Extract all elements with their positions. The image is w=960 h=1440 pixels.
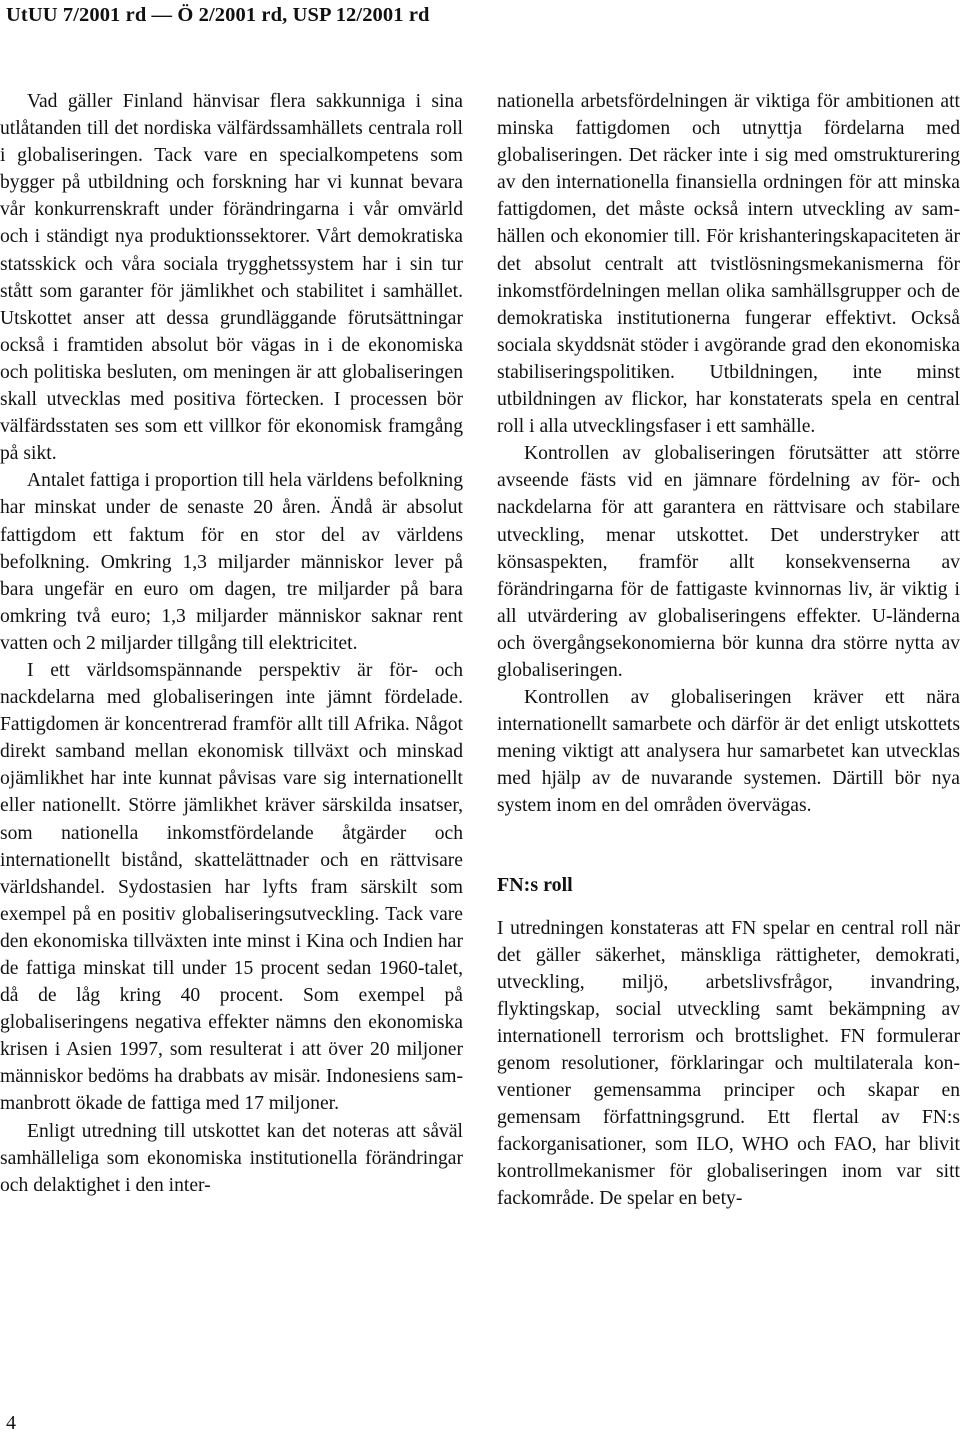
paragraph-international-cooperation: Kontrollen av globaliseringen kräver ett nära internationellt samarbete och därför är det enligt utskottets mening viktigt att analysera hur samarbetet kan utvecklas med hjälp av de nuvarande systemen. Därtill bör nya system inom en del områden övervägas. — [497, 687, 960, 817]
page-number: 4 — [6, 1412, 16, 1434]
right-column — [497, 88, 960, 1213]
left-column — [0, 88, 463, 1199]
running-header: UtUU 7/2001 rd — Ö 2/2001 rd, USP 12/2001 rd — [6, 4, 430, 26]
paragraph-poverty-statistics: Antalet fattiga i proportion till hela världens befolkning har minskat under de senaste 20 åren. Ändå är absolut fattigdom ett faktum för en stor del av världens befolkning. Omkring 1,3 miljarder människor lever på bara ungefär en euro om dagen, tre miljarder på bara omkring två euro; 1,3 miljarder människor saknar rent vatten och 2 miljarder tillgång till elektricitet. — [0, 470, 463, 654]
paragraph-division-of-labour: nationella arbetsfördelningen är viktiga för ambitionen att minska fattigdomen och utnyttja fördelarna med globaliseringen. Det räcker inte i sig med omstrukturering av den internationella finansiella ordningen för att minska fattigdomen, det måste också intern utveckling av samhällen och ekonomier till. För krishanteringskapaciteten är det absolut centralt att tvistlösningsmekanismerna för inkomstfördelningen mellan olika samhällsgrupper och de demokratiska institutionerna fungerar effektivt. Också sociala skyddsnät stöder i avgörande grad den ekonomiska stabiliseringspolitiken. Utbildningen, inte minst utbildningen av flickor, har konstaterats spela en central roll i alla utvecklingsfaser i ett samhälle. — [497, 91, 960, 438]
paragraph-global-distribution: I ett världsomspännande perspektiv är för- och nackdelarna med globaliseringen inte jämnt fördelade. Fattigdomen är koncentrerad framför allt till Afrika. Något direkt samband mellan ekonomisk tillväxt och minskad ojämlikhet har inte kunnat påvisas vare sig internationellt eller nationellt. Större jämlikhet kräver särskilda insatser, som nationella inkomstfördelande åtgärder och internationellt bistånd, skattelättnader och en rättvisare världshandel. Sydostasien har lyfts fram särskilt som exempel på en positiv globaliseringsutveckling. Tack vare den ekonomiska tillväxten inte minst i Kina och Indien har de fattiga minskat till under 15 procent sedan 1960-talet, då de låg kring 40 procent. Som exempel på globaliseringens negativa effekter nämns den ekonomiska krisen i Asien 1997, som resulterat i att över 20 miljoner människor bedöms ha drabbats av misär. Indonesiens sammanbrott ökade de fattiga med 17 miljoner. — [0, 659, 463, 1115]
section-heading-un-role: FN:s roll — [497, 873, 573, 896]
paragraph-control-distribution: Kontrollen av globaliseringen förutsätter att större avseende fästs vid en jämnare fördelning av för- och nackdelarna för att garantera en rättvisare och stabilare utveckling, menar utskottet. Det understryker att könsaspekten, framför allt konsekvenserna av förändringarna för de fattigaste kvinnornas liv, är viktig i all utvärdering av globaliseringens effekter. U-länderna och övergångsekonomierna bör kunna dra större nytta av globaliseringen. — [497, 443, 960, 681]
paragraph-un-role: I utredningen konstateras att FN spelar en central roll när det gäller säkerhet, mänskliga rättigheter, demokrati, utveckling, miljö, arbetslivsfrågor, invandring, flyktingskap, social utveckling samt bekämpning av internationell terrorism och brottslighet. FN formulerar genom resolutioner, förklaringar och multilaterala konventioner gemensamma principer och skapar en gemensam författningsgrund. Ett flertal av FN:s fackorganisationer, som ILO, WHO och FAO, har blivit kontrollmekanismer för globaliseringen inom var sitt fackområde. De spelar en bety- — [497, 917, 960, 1210]
paragraph-finland: Vad gäller Finland hänvisar flera sakkunniga i sina utlåtanden till det nordiska välfärdssamhällets centrala roll i globaliseringen. Tack vare en specialkompetens som bygger på utbildning och forskning har vi kunnat bevara vår konkurrenskraft under förändringarna i vår omvärld och i ständigt nya produktionssektorer. Vårt demokratiska statsskick och våra sociala trygghetssystem har i sin tur stått som garanter för jämlikhet och stabilitet i samhället. Utskottet anser att dessa grundläggande förutsättningar också i framtiden absolut bör vägas in i de ekonomiska och politiska besluten, om meningen är att globaliseringen skall utvecklas med positiva förtecken. I processen bör välfärdsstaten ses som ett villkor för ekonomisk framgång på sikt. — [0, 91, 463, 465]
paragraph-institutional-change: Enligt utredning till utskottet kan det noteras att såväl samhälleliga som ekonomiska institutionella förändringar och delaktighet i den inter- — [0, 1120, 463, 1196]
